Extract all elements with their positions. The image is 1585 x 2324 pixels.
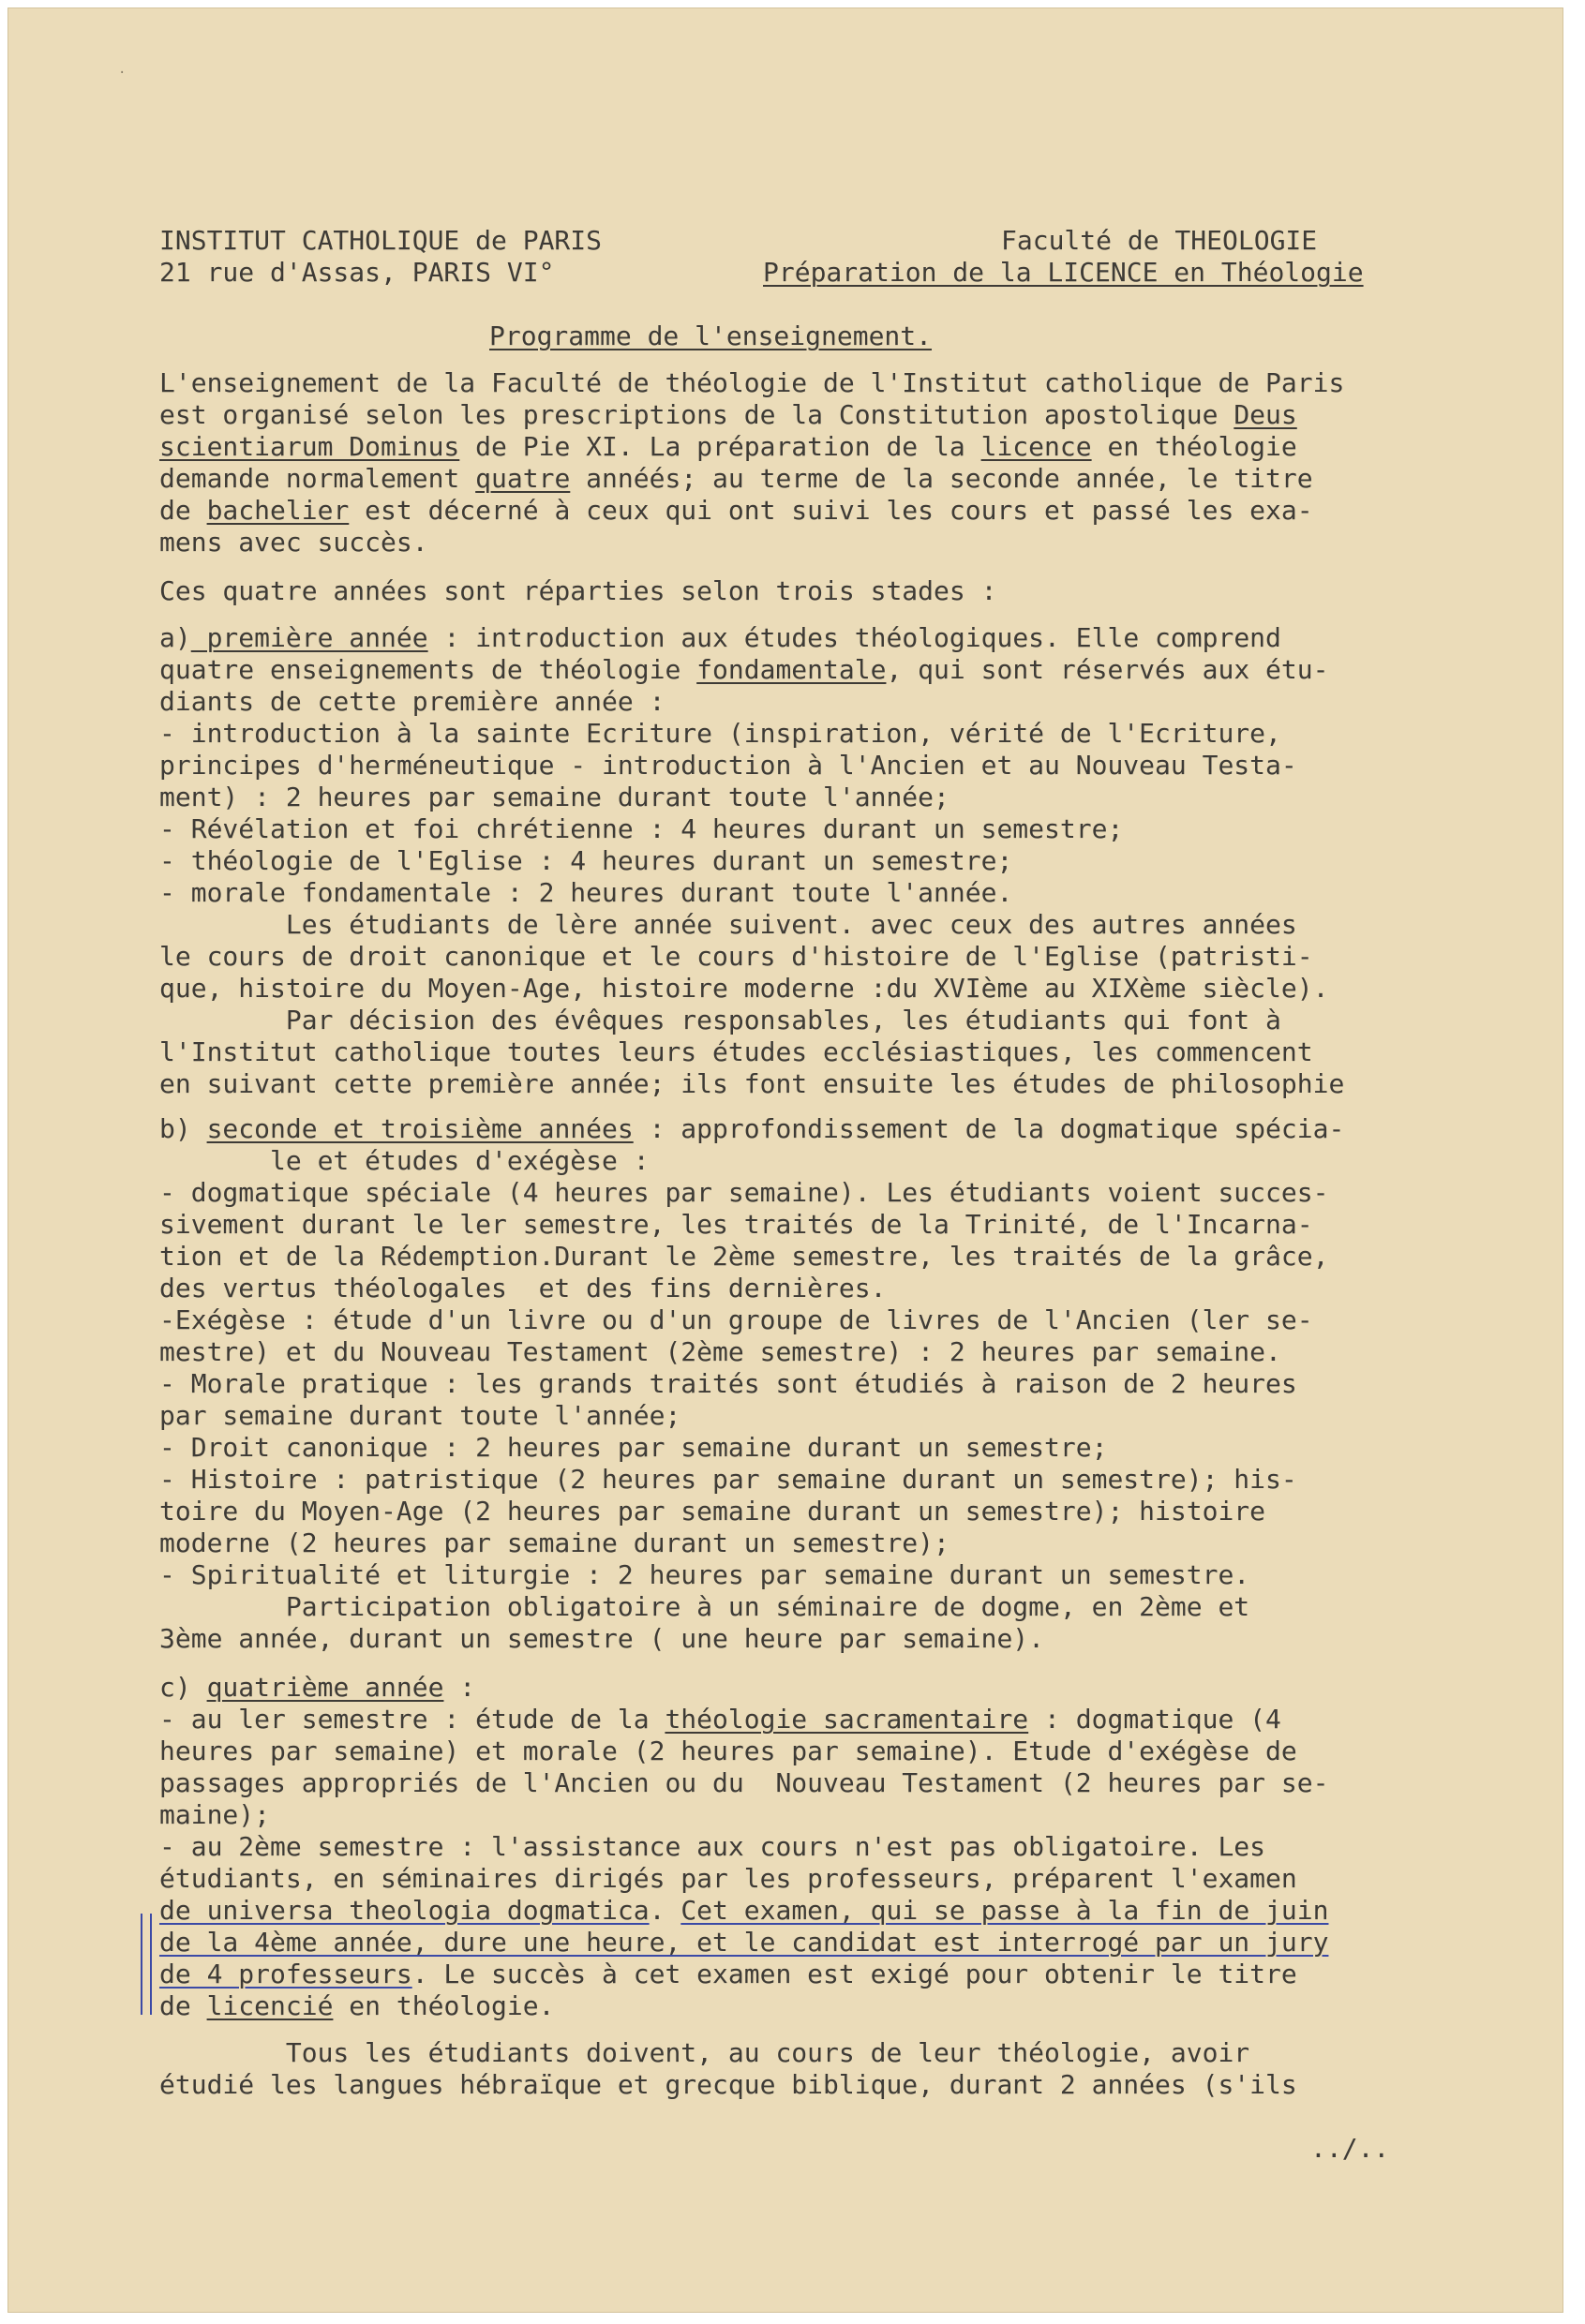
section-c-line-11: de licencié en théologie.: [159, 1990, 555, 2021]
section-b-line-17: 3ème année, durant un semestre ( une heure par semaine).: [159, 1623, 1045, 1654]
intro-line-5: de bachelier est décerné à ceux qui ont suivi les cours et passé les exa-: [159, 495, 1313, 526]
section-b-line-8: mestre) et du Nouveau Testament (2ème semestre) : 2 heures par semaine.: [159, 1336, 1281, 1367]
section-a-line-15: en suivant cette première année; ils font ensuite les études de philosophie: [159, 1068, 1345, 1099]
section-c-line-6: - au 2ème semestre : l'assistance aux cours n'est pas obligatoire. Les: [159, 1831, 1266, 1862]
section-b-line-16: Participation obligatoire à un séminaire de dogme, en 2ème et: [159, 1591, 1250, 1622]
section-a-line-11: le cours de droit canonique et le cours d'histoire de l'Eglise (patristi-: [159, 941, 1313, 972]
section-a-line-7: - Révélation et foi chrétienne : 4 heures durant un semestre;: [159, 813, 1124, 844]
deus-underlined: Deus: [1234, 399, 1297, 430]
section-a-line-10: Les étudiants de lère année suivent. avec ceux des autres années: [159, 909, 1297, 940]
cet-examen-underlined: Cet examen, qui se passe à la fin de juin: [680, 1895, 1329, 1926]
section-a-line-14: l'Institut catholique toutes leurs études ecclésiastiques, les commencent: [159, 1036, 1313, 1067]
stages-intro: Ces quatre années sont réparties selon trois stades :: [159, 575, 997, 606]
section-a-line-12: que, histoire du Moyen-Age, histoire moderne :du XVIème au XIXème siècle).: [159, 973, 1329, 1004]
section-b-line-6: des vertus théologales et des fins dernières.: [159, 1273, 887, 1304]
section-c-line-10: de 4 professeurs. Le succès à cet examen est exigé pour obtenir le titre: [159, 1959, 1297, 1989]
paper-speck: ·: [118, 66, 127, 81]
section-a-heading: a) première année : introduction aux études théologiques. Elle comprend: [159, 622, 1281, 653]
section-a-line-9: - morale fondamentale : 2 heures durant toute l'année.: [159, 877, 1013, 908]
header-address: 21 rue d'Assas, PARIS VI°: [159, 257, 555, 288]
header-faculty: Faculté de THEOLOGIE: [1001, 225, 1318, 256]
intro-line-1: L'enseignement de la Faculté de théologie de l'Institut catholique de Paris: [159, 367, 1345, 398]
section-c-line-2: - au ler semestre : étude de la théologie sacramentaire : dogmatique (4: [159, 1704, 1281, 1735]
section-c-line-7: étudiants, en séminaires dirigés par les professeurs, préparent l'examen: [159, 1863, 1297, 1894]
quatre-underlined: quatre: [475, 463, 571, 494]
section-a-line-3: diants de cette première année :: [159, 686, 665, 717]
premiere-annee-underlined: première année: [190, 622, 428, 653]
section-a-line-13: Par décision des évêques responsables, les étudiants qui font à: [159, 1005, 1281, 1035]
section-c-line-4: passages appropriés de l'Ancien ou du Nouveau Testament (2 heures par se-: [159, 1767, 1329, 1798]
section-b-line-12: - Histoire : patristique (2 heures par semaine durant un semestre); his-: [159, 1464, 1297, 1495]
theologie-sacramentaire-underlined: théologie sacramentaire: [665, 1704, 1029, 1735]
section-a-line-4: - introduction à la sainte Ecriture (inspiration, vérité de l'Ecriture,: [159, 718, 1281, 749]
section-b-line-3: - dogmatique spéciale (4 heures par semaine). Les étudiants voient succes-: [159, 1177, 1329, 1208]
section-a-line-5: principes d'herméneutique - introduction à l'Ancien et au Nouveau Testa-: [159, 750, 1297, 781]
intro-line-3: scientiarum Dominus de Pie XI. La préparation de la licence en théologie: [159, 431, 1297, 462]
section-b-line-15: - Spiritualité et liturgie : 2 heures par semaine durant un semestre.: [159, 1559, 1250, 1590]
margin-bracket-mark: [141, 1914, 152, 2015]
header-preparation: Préparation de la LICENCE en Théologie: [763, 257, 1364, 288]
document-page: [7, 7, 1563, 2313]
intro-line-4: demande normalement quatre annéés; au terme de la seconde année, le titre: [159, 463, 1313, 494]
intro-line-2: est organisé selon les prescriptions de la Constitution apostolique Deus: [159, 399, 1297, 430]
intro-line-6: mens avec succès.: [159, 527, 428, 558]
quatre-professeurs-underlined: de 4 professeurs: [159, 1959, 412, 1989]
continuation-mark: ../..: [1310, 2133, 1390, 2164]
section-b-line-5: tion et de la Rédemption.Durant le 2ème semestre, les traités de la grâce,: [159, 1241, 1329, 1272]
fondamentale-underlined: fondamentale: [696, 654, 887, 685]
closing-line-2: étudié les langues hébraïque et grecque biblique, durant 2 années (s'ils: [159, 2069, 1297, 2100]
section-b-line-14: moderne (2 heures par semaine durant un semestre);: [159, 1527, 950, 1558]
section-b-line-10: par semaine durant toute l'année;: [159, 1400, 681, 1431]
section-c-heading: c) quatrième année :: [159, 1672, 476, 1703]
section-c-line-9: de la 4ème année, dure une heure, et le candidat est interrogé par un jury: [159, 1927, 1329, 1958]
bachelier-underlined: bachelier: [206, 495, 350, 526]
section-b-line-2: le et études d'exégèse :: [159, 1145, 650, 1176]
section-c-line-5: maine);: [159, 1799, 271, 1830]
section-a-line-2: quatre enseignements de théologie fondamentale, qui sont réservés aux étu-: [159, 654, 1329, 685]
licencie-underlined: licencié: [206, 1990, 334, 2021]
document-title: Programme de l'enseignement.: [489, 320, 933, 351]
header-institution: INSTITUT CATHOLIQUE de PARIS: [159, 225, 603, 256]
seconde-troisieme-underlined: seconde et troisième années: [206, 1113, 634, 1144]
closing-line-1: Tous les étudiants doivent, au cours de leur théologie, avoir: [159, 2037, 1250, 2068]
section-b-line-4: sivement durant le ler semestre, les traités de la Trinité, de l'Incarna-: [159, 1209, 1313, 1240]
section-b-line-11: - Droit canonique : 2 heures par semaine durant un semestre;: [159, 1432, 1108, 1463]
section-b-heading: b) seconde et troisième années : approfondissement de la dogmatique spécia-: [159, 1113, 1345, 1144]
section-b-line-7: -Exégèse : étude d'un livre ou d'un groupe de livres de l'Ancien (ler se-: [159, 1304, 1313, 1335]
section-c-line-8: de universa theologia dogmatica. Cet examen, qui se passe à la fin de juin: [159, 1895, 1329, 1926]
licence-underlined: licence: [980, 431, 1092, 462]
section-a-line-6: ment) : 2 heures par semaine durant toute l'année;: [159, 782, 950, 812]
section-a-line-8: - théologie de l'Eglise : 4 heures durant un semestre;: [159, 845, 1013, 876]
section-b-line-9: - Morale pratique : les grands traités sont étudiés à raison de 2 heures: [159, 1368, 1297, 1399]
section-c-line-3: heures par semaine) et morale (2 heures par semaine). Etude d'exégèse de: [159, 1736, 1297, 1766]
quatrieme-annee-underlined: quatrième année: [206, 1672, 444, 1703]
universa-theologia-underlined: de universa theologia dogmatica: [159, 1895, 650, 1926]
section-b-line-13: toire du Moyen-Age (2 heures par semaine durant un semestre); histoire: [159, 1496, 1266, 1527]
scientiarum-dominus-underlined: scientiarum Dominus: [159, 431, 460, 462]
